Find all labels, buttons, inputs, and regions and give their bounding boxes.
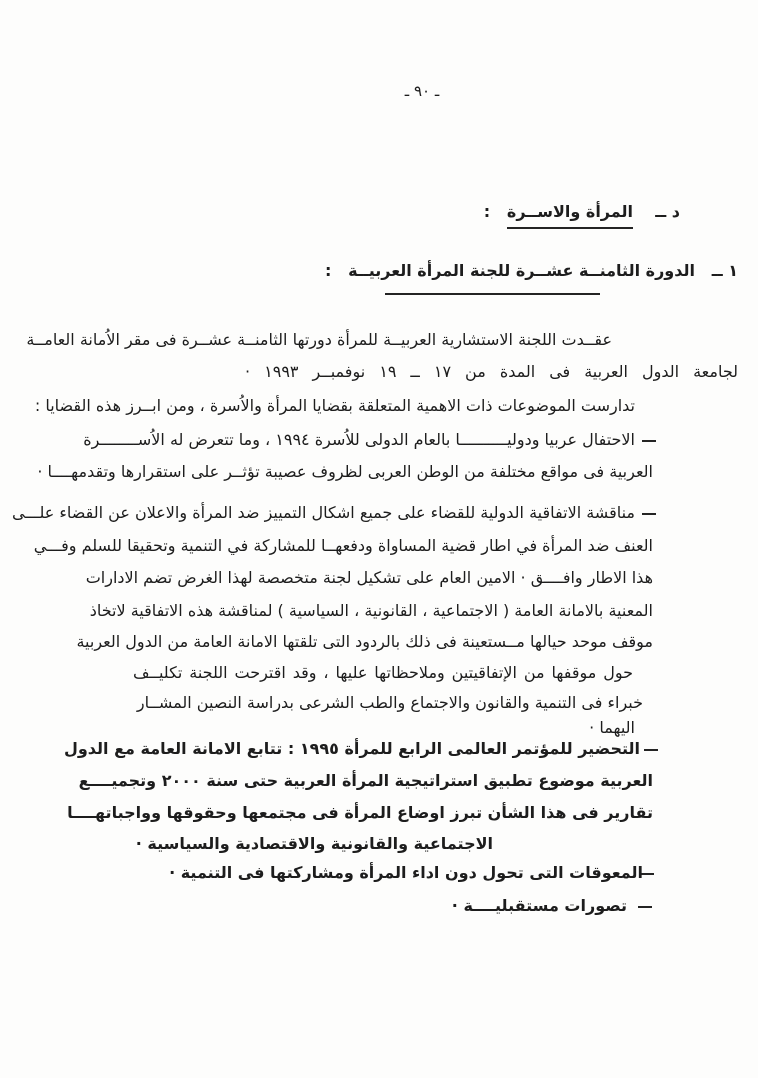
subsection-heading-title: الدورة الثامنــة عشــرة للجنة المرأة العربيــة xyxy=(348,261,695,280)
bullet-line: موقف موحد حيالها مــستعينة فى ذلك بالردود التى تلقتها الامانة العامة من الدول العربية xyxy=(76,632,653,651)
bullet-line: المعوقات التى تحول دون اداء المرأة ومشاركتها فى التنمية · xyxy=(169,863,643,882)
subsection-heading xyxy=(325,261,738,280)
bullet-line: تصورات مستقبليــــة · xyxy=(451,896,627,915)
bullet-dash xyxy=(644,749,658,751)
bullet-dash xyxy=(642,440,656,442)
bullet-line: تقارير فى هذا الشأن تبرز اوضاع المرأة فى مجتمعها وحقوقها وواجباتهــــا xyxy=(67,803,653,822)
bullet-line: حول موقفها من الإتفاقيتين وملاحظاتها عليها ، وقد اقترحت اللجنة تكليــف xyxy=(133,663,633,682)
page-number: ـ ٩٠ ـ xyxy=(404,82,440,100)
subsection-heading-colon: : xyxy=(324,261,332,280)
section-heading-prefix: د ــ xyxy=(655,202,680,221)
bullet-line: هذا الاطار وافــــق · الامين العام على تشكيل لجنة متخصصة لهذا الغرض تضم الادارات xyxy=(85,568,653,587)
bullet-line: الاحتفال عربيا ودوليــــــــــا بالعام الدولى للاُسرة ١٩٩٤ ، وما تتعرض له الاُســــــــرة xyxy=(83,430,635,449)
paragraph-line: لجامعة الدول العربية فى المدة من ١٧ ــ ١٩ نوفمبــر ١٩٩٣ · xyxy=(245,362,739,381)
bullet-line: العنف ضد المرأة في اطار قضية المساواة ودفعهــا للمشاركة في التنمية وتحقيقا للسلم وفـــي xyxy=(33,536,653,555)
bullet-line: المعنية بالامانة العامة ( الاجتماعية ، القانونية ، السياسية ) لمناقشة هذه الاتفاقية لاتخاذ xyxy=(89,601,653,620)
lead-line: تدارست الموضوعات ذات الاهمية المتعلقة بقضايا المرأة والاُسرة ، ومن ابــرز هذه القضايا : xyxy=(34,396,635,415)
subsection-heading-prefix: ١ ــ xyxy=(711,261,738,280)
section-heading xyxy=(484,202,680,229)
section-heading-colon: : xyxy=(483,202,491,221)
section-heading-title: المرأة والاســرة xyxy=(507,202,633,229)
bullet-dash xyxy=(642,513,656,515)
bullet-line: التحضير للمؤتمر العالمى الرابع للمرأة ١٩٩٥ : تتابع الامانة العامة مع الدول xyxy=(63,739,640,758)
bullet-line: اليهما · xyxy=(589,718,635,737)
bullet-dash xyxy=(638,906,652,908)
bullet-line: العربية فى مواقع مختلفة من الوطن العربى لظروف عصيبة تؤثــر على استقرارها وتقدمهــــا · xyxy=(37,462,653,481)
bullet-line: العربية موضوع تطبيق استراتيجية المرأة العربية حتى سنة ٢٠٠٠ وتجميــــع xyxy=(78,771,653,790)
paragraph-line: عقــدت اللجنة الاستشارية العربيــة للمرأة دورتها الثامنــة عشــرة فى مقر الاُمانة العامــة xyxy=(26,330,612,349)
bullet-line: الاجتماعية والقانونية والاقتصادية والسياسية · xyxy=(135,834,493,853)
bullet-line: خبراء فى التنمية والقانون والاجتماع والطب الشرعى بدراسة النصين المشــار xyxy=(136,693,643,712)
subsection-underline xyxy=(385,293,600,295)
bullet-line: مناقشة الاتفاقية الدولية للقضاء على جميع اشكال التمييز ضد المرأة والاعلان عن القضاء علـــى xyxy=(12,503,635,522)
